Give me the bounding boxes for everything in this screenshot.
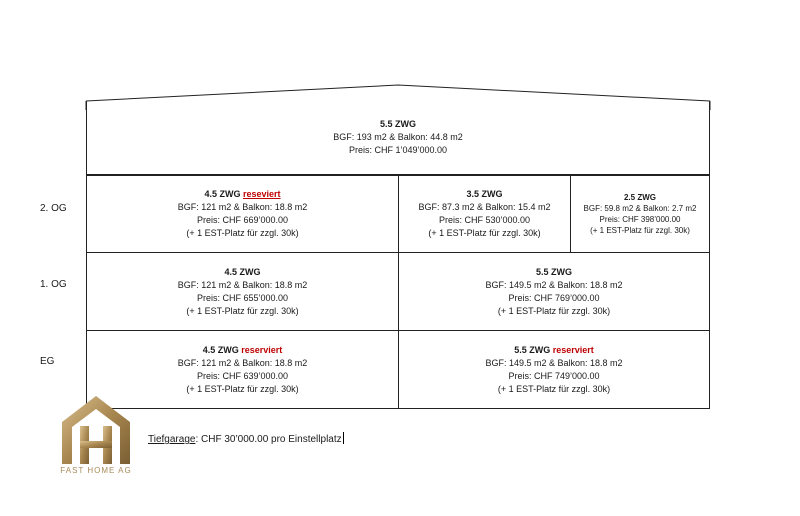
unit-title: 5.5 ZWG <box>535 266 572 277</box>
unit-eg-2 <box>398 331 709 408</box>
unit-area: BGF: 121 m2 & Balkon: 18.8 m2 <box>177 202 308 212</box>
unit-og2-3 <box>570 176 709 252</box>
unit-title: 5.5 ZWG <box>514 344 551 355</box>
unit-parking: (+ 1 EST-Platz für zzgl. 30k) <box>497 305 611 316</box>
roof-outline <box>0 0 800 110</box>
unit-title-line <box>514 344 594 357</box>
reserved-badge: reserviert <box>552 344 594 355</box>
reserved-badge: reseviert <box>243 189 281 199</box>
unit-title-line <box>203 344 283 357</box>
unit-parking: (+ 1 EST-Platz für zzgl. 30k) <box>186 228 299 238</box>
unit-title: 3.5 ZWG <box>466 189 503 199</box>
unit-price: Preis: CHF 639’000.00 <box>196 370 289 381</box>
floor-row-eg <box>86 331 710 409</box>
floor-row-og1 <box>86 253 710 331</box>
floor-label-og2: 2. OG <box>40 203 67 214</box>
unit-title: 5.5 ZWG <box>379 119 416 129</box>
unit-price: Preis: CHF 1’049’000.00 <box>348 145 448 155</box>
unit-area: BGF: 121 m2 & Balkon: 18.8 m2 <box>177 357 308 368</box>
unit-price: Preis: CHF 398’000.00 <box>599 215 681 224</box>
unit-parking: (+ 1 EST-Platz für zzgl. 30k) <box>497 383 611 394</box>
garage-label: Tiefgarage <box>148 434 196 445</box>
unit-title: 4.5 ZWG <box>204 189 241 199</box>
garage-note <box>148 432 344 445</box>
unit-title: 2.5 ZWG <box>623 193 656 202</box>
logo-text: FAST HOME AG <box>60 466 132 475</box>
unit-price: Preis: CHF 530’000.00 <box>438 215 531 225</box>
unit-parking: (+ 1 EST-Platz für zzgl. 30k) <box>186 305 299 316</box>
unit-og2-1 <box>87 176 398 252</box>
unit-price: Preis: CHF 749’000.00 <box>508 370 600 381</box>
unit-area: BGF: 193 m2 & Balkon: 44.8 m2 <box>333 132 463 142</box>
unit-og1-1 <box>87 253 398 330</box>
unit-og2-2 <box>398 176 570 252</box>
unit-og1-2 <box>398 253 709 330</box>
unit-price: Preis: CHF 655’000.00 <box>196 292 289 303</box>
unit-parking: (+ 1 EST-Platz für zzgl. 30k) <box>590 226 690 235</box>
unit-price: Preis: CHF 669’000.00 <box>196 215 289 225</box>
unit-title-line <box>204 188 280 201</box>
unit-area: BGF: 149.5 m2 & Balkon: 18.8 m2 <box>485 279 623 290</box>
unit-price: Preis: CHF 769’000.00 <box>508 292 600 303</box>
penthouse-unit <box>86 101 710 175</box>
garage-text: : CHF 30’000.00 pro Einstellplatz <box>195 434 342 445</box>
floor-label-eg: EG <box>40 356 55 367</box>
floor-row-og2 <box>86 175 710 253</box>
unit-area: BGF: 121 m2 & Balkon: 18.8 m2 <box>177 279 308 290</box>
text-cursor <box>343 432 344 444</box>
reserved-badge: reserviert <box>241 344 283 355</box>
unit-title: 4.5 ZWG <box>202 344 239 355</box>
unit-parking: (+ 1 EST-Platz für zzgl. 30k) <box>428 228 541 238</box>
unit-area: BGF: 149.5 m2 & Balkon: 18.8 m2 <box>485 357 623 368</box>
unit-area: BGF: 59.8 m2 & Balkon: 2.7 m2 <box>583 204 697 213</box>
unit-parking: (+ 1 EST-Platz für zzgl. 30k) <box>186 383 299 394</box>
unit-area: BGF: 87.3 m2 & Balkon: 15.4 m2 <box>418 202 551 212</box>
unit-title: 4.5 ZWG <box>224 266 261 277</box>
floor-label-og1: 1. OG <box>40 279 67 290</box>
